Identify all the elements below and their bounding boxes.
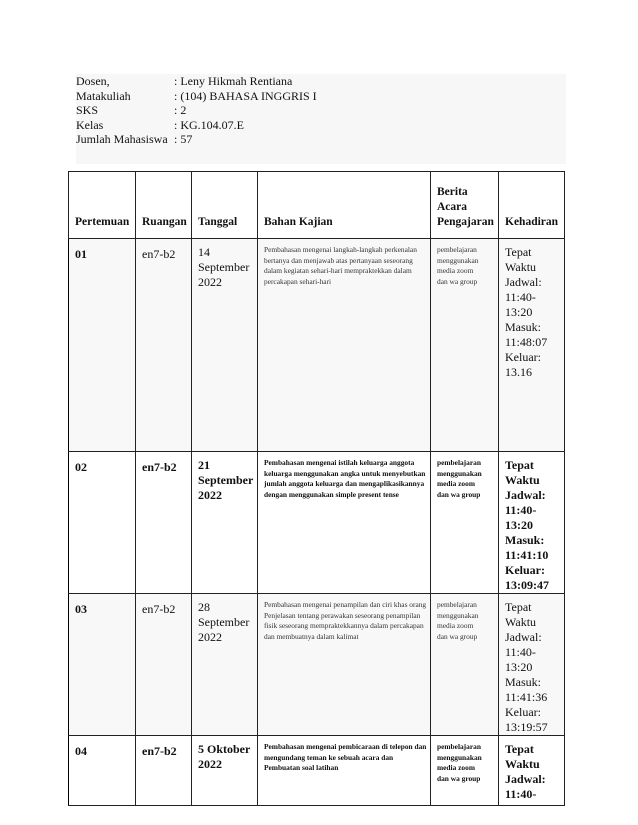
berita-line: menggunakan [437, 255, 479, 265]
info-row-matakuliah [76, 89, 566, 104]
kehadiran-line: Waktu [505, 260, 537, 274]
tanggal-line: 14 [198, 245, 210, 259]
info-label: Dosen, [76, 74, 110, 88]
kehadiran-line: 11:40- [505, 645, 536, 659]
info-row-dosen [76, 74, 566, 89]
info-value: : 2 [174, 103, 187, 118]
info-row-sks [76, 103, 566, 118]
header-line: Pengajaran [437, 216, 494, 228]
cell-pertemuan [69, 452, 136, 594]
kehadiran-line: Jadwal: [505, 275, 542, 289]
cell-ruangan [136, 736, 192, 806]
tanggal-line: 2022 [198, 630, 222, 644]
column-header-berita-acara [431, 172, 499, 239]
kehadiran-line: Keluar: [505, 705, 541, 719]
pertemuan-number: 01 [75, 247, 87, 261]
kehadiran-line: Tepat [505, 600, 532, 614]
table-header-row [69, 172, 565, 239]
cell-bahan-kajian [258, 736, 431, 806]
berita-line: pembelajaran [437, 458, 481, 467]
ruangan-value: en7-b2 [142, 247, 176, 261]
berita-line: dan wa group [437, 276, 478, 286]
kehadiran-line: Tepat [505, 458, 534, 472]
info-label: Kelas [76, 117, 104, 132]
column-header-tanggal: Tanggal [192, 172, 258, 239]
tanggal-line: September [198, 260, 250, 274]
berita-line: pembelajaran [437, 600, 477, 609]
course-info-block [76, 74, 566, 164]
header-line: Acara [437, 201, 468, 213]
cell-kehadiran [499, 736, 565, 806]
cell-berita-acara [431, 452, 499, 594]
berita-line: media zoom [437, 266, 474, 275]
kehadiran-line: 13:20 [505, 518, 533, 532]
kehadiran-line: Masuk: [505, 675, 541, 689]
column-header-kehadiran: Kehadiran [499, 172, 565, 239]
kehadiran-line: 11:41:10 [505, 548, 549, 562]
tanggal-line: September [198, 615, 250, 629]
ruangan-value: en7-b2 [142, 460, 177, 474]
bahan-kajian-text: Pembahasan mengenai penampilan dan ciri khas orang Penjelasan tentang perawakan seseorang penampilan fisik seseorang mempraktekkannya dalam percakapan dan membuatnya dalam kalimat [264, 600, 427, 641]
kehadiran-line: Jadwal: [505, 630, 542, 644]
tanggal-line: 5 Oktober [198, 742, 251, 756]
pertemuan-number: 04 [75, 744, 87, 758]
tanggal-line: 21 [198, 458, 210, 472]
cell-bahan-kajian [258, 239, 431, 452]
tanggal-line: 28 [198, 600, 210, 614]
berita-line: pembelajaran [437, 742, 481, 751]
cell-kehadiran [499, 594, 565, 736]
berita-line: dan wa group [437, 631, 478, 641]
tanggal-line: 2022 [198, 488, 222, 502]
cell-tanggal [192, 594, 258, 736]
tanggal-line: 2022 [198, 275, 222, 289]
cell-tanggal [192, 736, 258, 806]
kehadiran-line: Jadwal: [505, 772, 546, 786]
cell-ruangan [136, 452, 192, 594]
info-value: : KG.104.07.E [174, 117, 244, 132]
berita-line: pembelajaran [437, 245, 477, 254]
column-header-bahan-kajian: Bahan Kajian [258, 172, 431, 239]
cell-bahan-kajian [258, 594, 431, 736]
lecture-schedule-table [68, 171, 565, 806]
kehadiran-line: 11:48:07 [505, 335, 548, 349]
kehadiran-line: Keluar: [505, 350, 541, 364]
kehadiran-line: Jadwal: [505, 488, 546, 502]
info-label: SKS [76, 103, 99, 118]
kehadiran-line: Tepat [505, 245, 532, 259]
kehadiran-line: 11:40- [505, 787, 537, 801]
kehadiran-line: 13:19:57 [505, 720, 548, 734]
kehadiran-line: 11:40- [505, 290, 536, 304]
tanggal-line: September [198, 473, 254, 487]
kehadiran-line: 13:09:47 [505, 578, 549, 592]
bahan-kajian-text: Pembahasan mengenai langkah-langkah perkenalan bertanya dan menjawab atas pertanyaan seseorang dalam kegiatan sehari-hari mempraktekkan dalam percakapan sehari-hari [264, 245, 417, 286]
info-value: : Leny Hikmah Rentiana [174, 74, 293, 88]
column-header-ruangan: Ruangan [136, 172, 192, 239]
kehadiran-line: Masuk: [505, 533, 545, 547]
kehadiran-line: 11:41:36 [505, 690, 548, 704]
cell-pertemuan [69, 239, 136, 452]
cell-bahan-kajian [258, 452, 431, 594]
info-row-jumlah-mahasiswa [76, 132, 566, 147]
pertemuan-number: 02 [75, 460, 87, 474]
table-row [69, 594, 565, 736]
berita-line: dan wa group [437, 773, 481, 783]
berita-line: dan wa group [437, 489, 481, 499]
kehadiran-line: 13:20 [505, 660, 533, 674]
info-label: Jumlah Mahasiswa [76, 132, 168, 147]
cell-kehadiran [499, 239, 565, 452]
table-row [69, 239, 565, 452]
cell-tanggal [192, 452, 258, 594]
berita-line: menggunakan [437, 610, 479, 620]
ruangan-value: en7-b2 [142, 744, 177, 758]
kehadiran-line: 13:20 [505, 305, 533, 319]
cell-tanggal [192, 239, 258, 452]
info-row-kelas [76, 118, 566, 133]
column-header-pertemuan: Pertemuan [69, 172, 136, 239]
kehadiran-line: 13.16 [505, 365, 532, 379]
cell-berita-acara [431, 736, 499, 806]
berita-line: menggunakan [437, 468, 482, 478]
info-value: : 57 [174, 132, 193, 147]
info-value: : (104) BAHASA INGGRIS I [174, 88, 317, 103]
cell-pertemuan [69, 594, 136, 736]
ruangan-value: en7-b2 [142, 602, 176, 616]
cell-pertemuan [69, 736, 136, 806]
bahan-kajian-text: Pembahasan mengenai istilah keluarga anggota keluarga menggunakan angka untuk menyebutkan jumlah anggota keluarga dan mengaplikasikannya dengan menggunakan simple present tense [264, 458, 426, 499]
kehadiran-line: Masuk: [505, 320, 541, 334]
cell-ruangan [136, 239, 192, 452]
info-label: Matakuliah [76, 88, 131, 103]
cell-berita-acara [431, 239, 499, 452]
berita-line: media zoom [437, 621, 474, 630]
kehadiran-line: Tepat [505, 742, 534, 756]
bahan-kajian-text: Pembahasan mengenai pembicaraan di telepon dan mengundang teman ke sebuah acara dan Pembuatan soal latihan [264, 742, 427, 772]
kehadiran-line: Waktu [505, 757, 540, 771]
table-row [69, 736, 565, 806]
header-line: Berita [437, 186, 468, 198]
cell-kehadiran [499, 452, 565, 594]
berita-line: media zoom [437, 479, 475, 488]
cell-berita-acara [431, 594, 499, 736]
kehadiran-line: Keluar: [505, 563, 545, 577]
cell-ruangan [136, 594, 192, 736]
kehadiran-line: 11:40- [505, 503, 537, 517]
pertemuan-number: 03 [75, 602, 87, 616]
kehadiran-line: Waktu [505, 473, 540, 487]
kehadiran-line: Waktu [505, 615, 537, 629]
berita-line: menggunakan [437, 752, 482, 762]
berita-line: media zoom [437, 763, 475, 772]
table-row [69, 452, 565, 594]
tanggal-line: 2022 [198, 757, 222, 771]
